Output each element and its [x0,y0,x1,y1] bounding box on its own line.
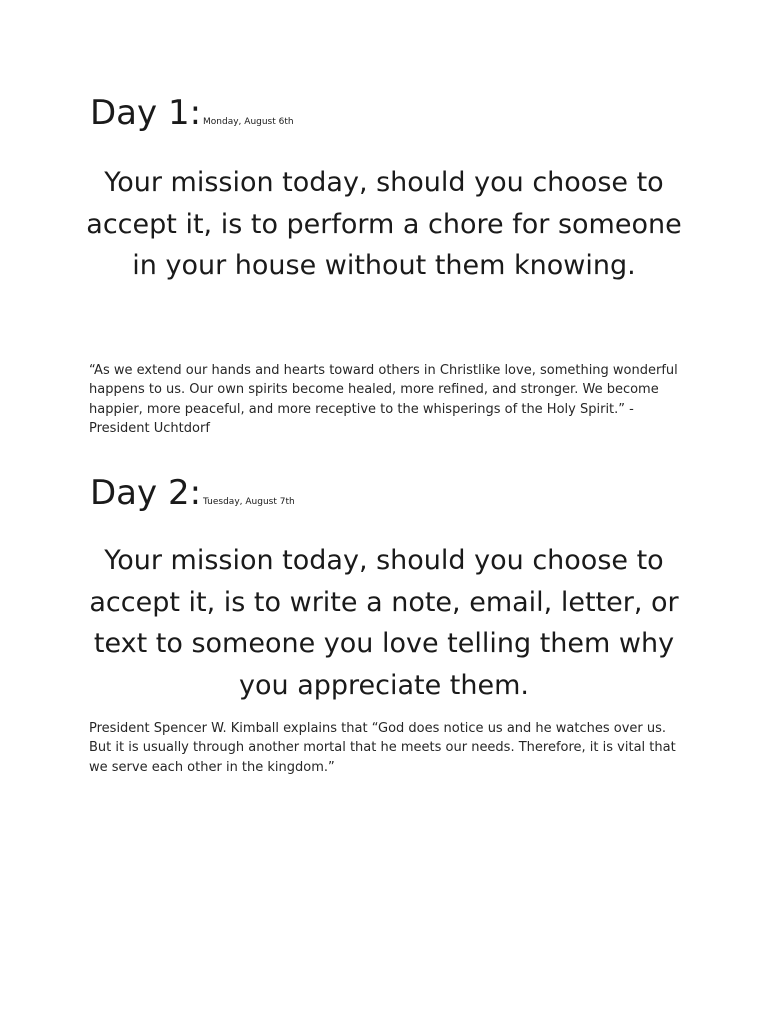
day-2-quote: President Spencer W. Kimball explains that “God does notice us and he watches over us. But it is usually through another mortal that he meets our needs. Therefore, it is vital that we serve each other in the kingdom.” [89,721,676,775]
day-1-date: Monday, August 6th [203,117,294,127]
day-1-title: Day 1: [90,93,202,133]
day-1-quote: “As we extend our hands and hearts toward others in Christlike love, something wonderful happens to us. Our own spirits become healed, more refined, and stronger. We become happier, more peaceful, and more receptive to the whisperings of the Holy Spirit.” - President Uchtdorf [89,363,678,436]
day-2-title: Day 2: [90,473,202,513]
day-1-heading [90,93,294,133]
day-2-date: Tuesday, August 7th [203,497,295,507]
day-2-mission: Your mission today, should you choose to accept it, is to write a note, email, letter, or text to someone you love telling them why you appreciate them. [89,545,679,701]
day-2-heading [90,473,295,513]
day-1-mission: Your mission today, should you choose to accept it, is to perform a chore for someone in your house without them knowing. [86,167,682,281]
